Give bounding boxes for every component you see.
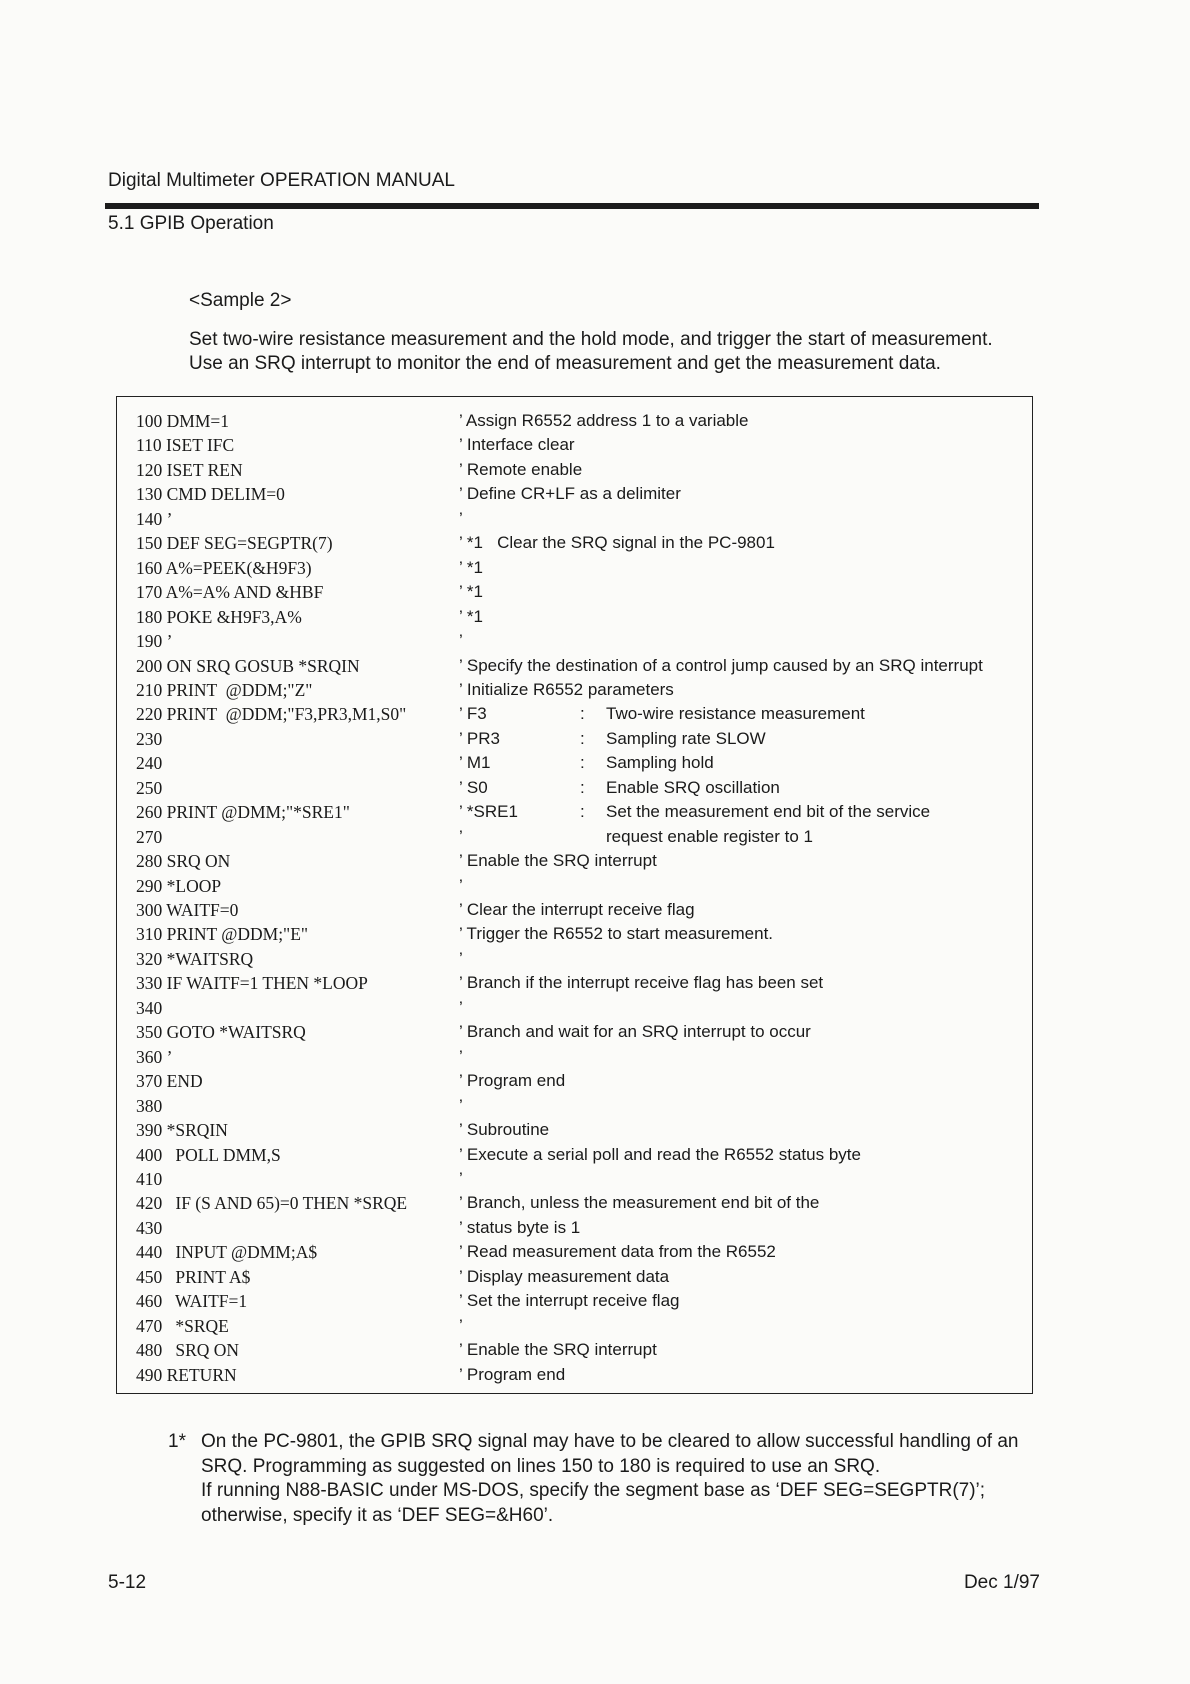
listing-row (136, 998, 1026, 1022)
listing-row (136, 924, 1026, 948)
code-line: 440 INPUT @DMM;A$ (136, 1242, 318, 1263)
code-comment: ’ Subroutine (459, 1120, 550, 1140)
code-line: 410 (136, 1168, 163, 1189)
code-comment: ’ (459, 875, 463, 895)
code-line: 130 CMD DELIM=0 (136, 484, 285, 505)
code-comment: ’ Execute a serial poll and read the R6552 status byte (459, 1144, 861, 1164)
code-line: 190 ’ (136, 631, 173, 652)
listing-row (136, 680, 1026, 704)
listing-row (136, 1096, 1026, 1120)
code-line: 300 WAITF=0 (136, 900, 239, 920)
code-comment: ’ Branch, unless the measurement end bit of the (459, 1193, 820, 1213)
comment-description: Sampling hold (606, 753, 714, 773)
document-title: Digital Multimeter OPERATION MANUAL (108, 170, 455, 191)
code-comment: ’ status byte is 1 (459, 1217, 581, 1237)
comment-separator: : (580, 753, 585, 773)
code-line: 210 PRINT @DDM;"Z" (136, 679, 313, 700)
code-line: 330 IF WAITF=1 THEN *LOOP (136, 973, 368, 994)
listing-row (136, 827, 1026, 851)
code-line: 280 SRQ ON (136, 851, 231, 872)
code-comment: ’ (459, 948, 463, 968)
listing-row (136, 631, 1026, 655)
intro-line: Use an SRQ interrupt to monitor the end of measurement and get the measurement data. (189, 353, 941, 374)
code-line: 270 (136, 826, 163, 847)
listing-row (136, 484, 1026, 508)
code-line: 460 WAITF=1 (136, 1291, 248, 1312)
listing-row (136, 1071, 1026, 1095)
code-comment: ’ (459, 1046, 463, 1066)
listing-row (136, 876, 1026, 900)
code-line: 430 (136, 1217, 163, 1238)
listing-row (136, 1047, 1026, 1071)
listing-row (136, 1267, 1026, 1291)
program-listing (116, 396, 1033, 1394)
listing-row (136, 1169, 1026, 1193)
listing-row (136, 778, 1026, 802)
code-line: 180 POKE &H9F3,A% (136, 606, 302, 627)
code-comment: ’ *1 (459, 582, 483, 602)
listing-row (136, 704, 1026, 728)
code-line: 310 PRINT @DDM;"E" (136, 924, 309, 945)
code-comment: ’ Interface clear (459, 435, 575, 455)
sample-heading: <Sample 2> (189, 290, 292, 311)
listing-row (136, 1022, 1026, 1046)
code-comment: ’ (459, 1315, 463, 1335)
code-comment: ’ Define CR+LF as a delimiter (459, 484, 681, 504)
code-comment: ’ Branch if the interrupt receive flag has been set (459, 973, 824, 993)
listing-row (136, 1120, 1026, 1144)
footnote-text: If running N88-BASIC under MS-DOS, specify the segment base as ‘DEF SEG=SEGPTR(7)’; otherwise, specify it as ‘DEF SEG=&H60’. (201, 1480, 986, 1526)
code-comment: ’ (459, 1095, 463, 1115)
comment-parameter: ’ PR3 (459, 728, 500, 748)
comment-separator: : (580, 728, 585, 748)
code-line: 120 ISET REN (136, 459, 243, 480)
code-comment: ’ Program end (459, 1071, 566, 1091)
comment-description: request enable register to 1 (606, 826, 813, 846)
code-line: 370 END (136, 1071, 203, 1092)
page-number: 5-12 (108, 1572, 147, 1593)
code-line: 350 GOTO *WAITSRQ (136, 1022, 306, 1043)
code-comment: ’ *1 (459, 557, 483, 577)
comment-separator: : (580, 704, 585, 724)
code-line: 220 PRINT @DDM;"F3,PR3,M1,S0" (136, 704, 407, 725)
comment-parameter: ’ (459, 826, 463, 846)
listing-row (136, 558, 1026, 582)
code-comment: ’ (459, 508, 463, 528)
listing-row (136, 435, 1026, 459)
listing-row (136, 1218, 1026, 1242)
code-comment: ’ Branch and wait for an SRQ interrupt to occur (459, 1022, 811, 1042)
code-comment: ’ Display measurement data (459, 1266, 670, 1286)
code-comment: ’ (459, 631, 463, 651)
listing-row (136, 1291, 1026, 1315)
code-line: 470 *SRQE (136, 1315, 229, 1336)
comment-description: Set the measurement end bit of the service (606, 802, 931, 822)
code-line: 400 POLL DMM,S (136, 1144, 281, 1165)
footnote-mark: 1* (168, 1431, 186, 1452)
code-comment: ’ Program end (459, 1364, 566, 1384)
sample-intro (189, 328, 1049, 376)
listing-row (136, 802, 1026, 826)
comment-description: Two-wire resistance measurement (606, 704, 865, 724)
code-line: 150 DEF SEG=SEGPTR(7) (136, 533, 333, 554)
code-comment: ’ Enable the SRQ interrupt (459, 851, 657, 871)
code-comment: ’ Set the interrupt receive flag (459, 1291, 680, 1311)
comment-separator: : (580, 777, 585, 797)
intro-line: Set two-wire resistance measurement and the hold mode, and trigger the start of measurement. (189, 329, 993, 350)
code-line: 100 DMM=1 (136, 411, 230, 431)
listing-row (136, 900, 1026, 924)
code-line: 290 *LOOP (136, 875, 222, 896)
code-line: 170 A%=A% AND &HBF (136, 582, 324, 603)
listing-row (136, 1242, 1026, 1266)
code-line: 160 A%=PEEK(&H9F3) (136, 557, 312, 578)
code-comment: ’ Clear the interrupt receive flag (459, 900, 695, 919)
section-title: 5.1 GPIB Operation (108, 213, 274, 234)
listing-row (136, 753, 1026, 777)
code-line: 110 ISET IFC (136, 435, 235, 456)
listing-row (136, 1340, 1026, 1364)
comment-parameter: ’ *SRE1 (459, 802, 518, 822)
code-line: 360 ’ (136, 1046, 173, 1067)
comment-parameter: ’ M1 (459, 753, 491, 773)
footnote-text: On the PC-9801, the GPIB SRQ signal may have to be cleared to allow successful handling of an SRQ. Programming as suggested on lines 150 to 180 is required to use an SRQ. (201, 1431, 1019, 1477)
code-line: 140 ’ (136, 508, 173, 529)
code-line: 450 PRINT A$ (136, 1266, 251, 1287)
code-line: 320 *WAITSRQ (136, 948, 254, 969)
comment-description: Enable SRQ oscillation (606, 777, 780, 797)
code-line: 260 PRINT @DMM;"*SRE1" (136, 802, 350, 823)
code-line: 250 (136, 777, 163, 798)
comment-parameter: ’ S0 (459, 777, 488, 797)
code-comment: ’ Initialize R6552 parameters (459, 679, 674, 699)
code-comment: ’ *1 Clear the SRQ signal in the PC-9801 (459, 533, 775, 553)
listing-row (136, 729, 1026, 753)
listing-row (136, 607, 1026, 631)
code-line: 420 IF (S AND 65)=0 THEN *SRQE (136, 1193, 408, 1214)
code-comment: ’ Assign R6552 address 1 to a variable (459, 411, 749, 430)
listing-row (136, 973, 1026, 997)
listing-row (136, 411, 1026, 435)
listing-row (136, 851, 1026, 875)
code-comment: ’ Remote enable (459, 459, 583, 479)
header-rule (105, 203, 1039, 209)
code-line: 380 (136, 1095, 163, 1116)
code-line: 240 (136, 753, 163, 774)
code-comment: ’ (459, 1168, 463, 1188)
comment-description: Sampling rate SLOW (606, 728, 766, 748)
code-comment: ’ Specify the destination of a control jump caused by an SRQ interrupt (459, 655, 983, 675)
code-comment: ’ Trigger the R6552 to start measurement. (459, 924, 774, 944)
listing-row (136, 1316, 1026, 1340)
comment-separator: : (580, 802, 585, 822)
listing-row (136, 1145, 1026, 1169)
listing-row (136, 949, 1026, 973)
code-comment: ’ (459, 997, 463, 1017)
code-line: 490 RETURN (136, 1364, 237, 1385)
listing-row (136, 509, 1026, 533)
listing-row (136, 1365, 1026, 1389)
footnote (168, 1430, 1048, 1528)
listing-row (136, 1193, 1026, 1217)
code-comment: ’ Enable the SRQ interrupt (459, 1340, 657, 1360)
listing-row (136, 656, 1026, 680)
listing-row (136, 460, 1026, 484)
code-comment: ’ Read measurement data from the R6552 (459, 1242, 776, 1262)
code-line: 480 SRQ ON (136, 1340, 240, 1361)
listing-row (136, 533, 1026, 557)
code-comment: ’ *1 (459, 606, 483, 626)
revision-date: Dec 1/97 (963, 1572, 1040, 1593)
comment-parameter: ’ F3 (459, 704, 487, 724)
code-line: 390 *SRQIN (136, 1120, 228, 1141)
code-line: 230 (136, 728, 163, 749)
listing-row (136, 582, 1026, 606)
code-line: 340 (136, 997, 163, 1018)
code-line: 200 ON SRQ GOSUB *SRQIN (136, 655, 360, 676)
